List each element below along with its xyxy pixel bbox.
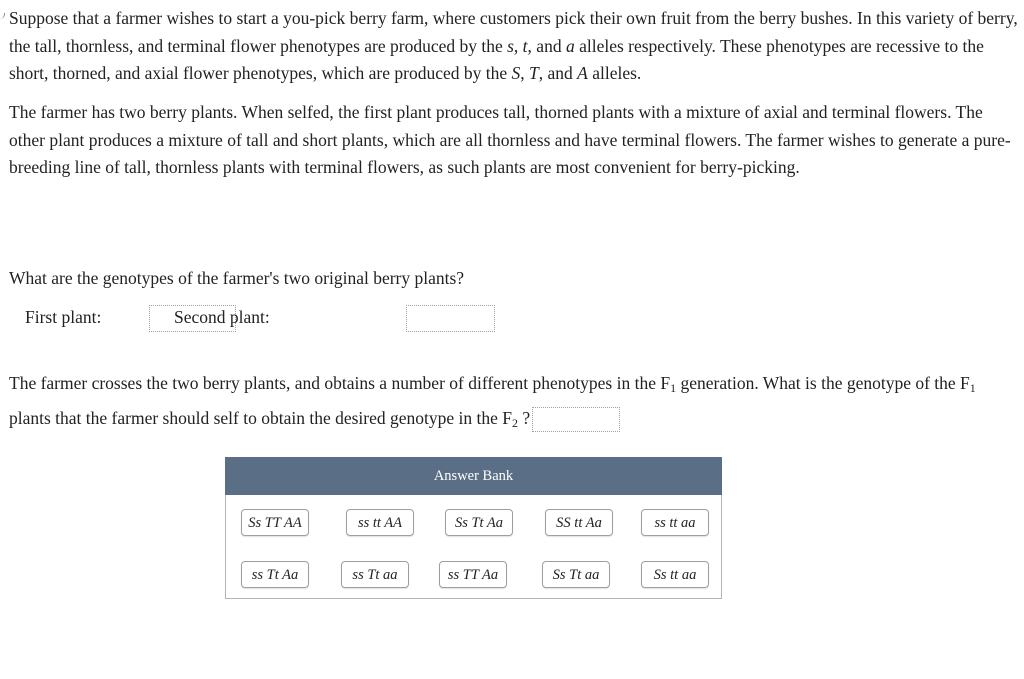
question-marker	[0, 13, 5, 19]
question-2-prompt: The farmer crosses the two berry plants, and obtains a number of different phenotypes in the $F_1$ generation. What is the genotype of the $F_1$ plants that the farmer should self to obtain the desired genotype in the $F_2$ ?	[9, 369, 1019, 438]
intro-paragraph-1: Suppose that a farmer wishes to start a you-pick berry farm, where customers pick their own fruit from the berry bushes. In this variety of berry, the tall, thornless, and terminal flower phenotypes are produced by the s, t, and a alleles respectively. These phenotypes are recessive to the short, thorned, and axial flower phenotypes, which are produced by the S, T, and A alleles.	[9, 8, 1018, 83]
answer-chip[interactable]: ss tt aa	[641, 509, 709, 536]
second-plant-drop-target[interactable]	[406, 305, 495, 332]
answer-chip[interactable]: ss TT Aa	[439, 561, 507, 588]
first-plant-label: First plant:	[25, 307, 102, 327]
answer-bank	[225, 457, 722, 599]
intro-paragraph-2: The farmer has two berry plants. When selfed, the first plant produces tall, thorned plants with a mixture of axial and terminal flowers. The other plant produces a mixture of tall and short plants, which are all thornless and have terminal flowers. The farmer wishes to generate a pure-breeding line of tall, thornless plants with terminal flowers, as such plants are most convenient for berry-picking.	[9, 102, 1011, 177]
answer-chip[interactable]: SS tt Aa	[545, 509, 613, 536]
f1-genotype-drop-target[interactable]	[532, 407, 620, 432]
answer-chip[interactable]: Ss Tt aa	[542, 561, 610, 588]
question-1-prompt: What are the genotypes of the farmer's two original berry plants?	[9, 268, 465, 288]
answer-chip[interactable]: Ss tt aa	[641, 561, 709, 588]
answer-chip[interactable]: ss Tt Aa	[241, 561, 309, 588]
answer-bank-title: Answer Bank	[225, 457, 722, 495]
answer-chip[interactable]: Ss TT AA	[241, 509, 309, 536]
answer-chip[interactable]: ss Tt aa	[341, 561, 409, 588]
answer-chip[interactable]: Ss Tt Aa	[445, 509, 513, 536]
second-plant-label: Second plant:	[174, 307, 270, 327]
answer-chip[interactable]: ss tt AA	[346, 509, 414, 536]
